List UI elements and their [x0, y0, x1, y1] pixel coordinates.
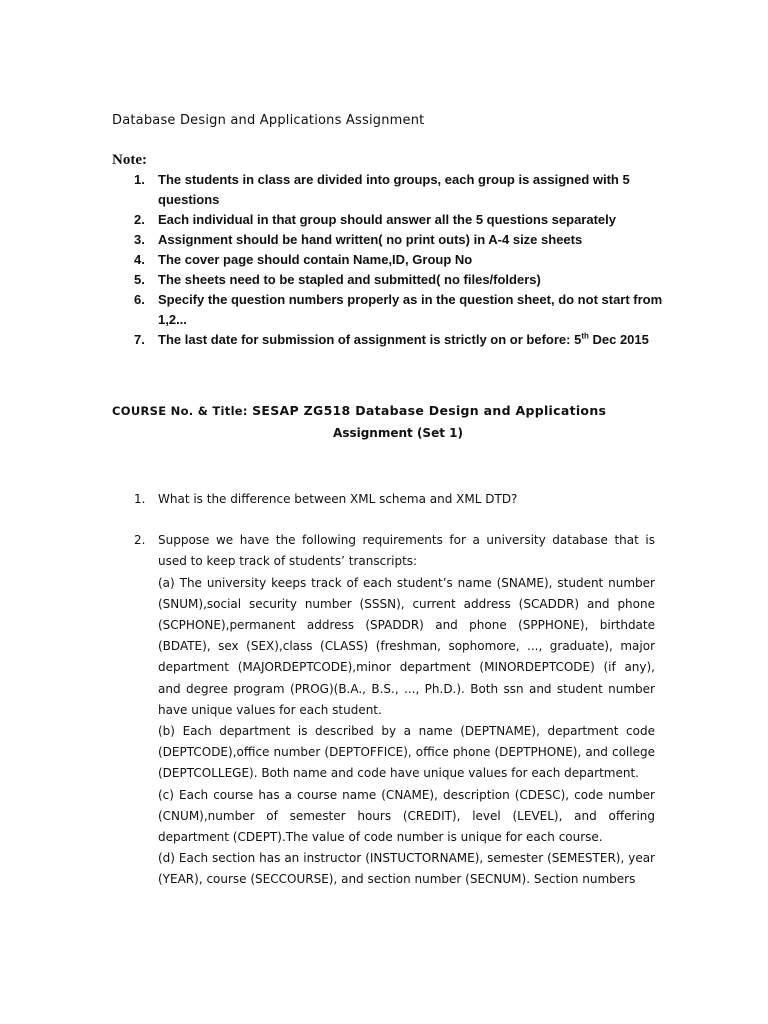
note-item	[112, 250, 672, 270]
note-item-text: Each individual in that group should answer all the 5 questions separately	[158, 212, 616, 227]
note-item-text: Specify the question numbers properly as in the question sheet, do not start from 1,2...	[158, 292, 663, 327]
note-item-text: The sheets need to be stapled and submitted( no files/folders)	[158, 272, 541, 287]
question-item	[112, 530, 655, 890]
question-text: What is the difference between XML schema and XML DTD?	[158, 492, 518, 506]
note-item	[112, 230, 672, 250]
note-item-text: The cover page should contain Name,ID, Group No	[158, 252, 473, 267]
question-item	[112, 489, 655, 510]
note-item-number: 3.	[134, 232, 145, 247]
document-title: Database Design and Applications Assignment	[112, 113, 425, 128]
question-part: (b) Each department is described by a name (DEPTNAME), department code (DEPTCODE),office number (DEPTOFFICE), office phone (DEPTPHONE), and college (DEPTCOLLEGE). Both name and code have unique values for each department.	[158, 724, 655, 781]
note-item-text: The students in class are divided into groups, each group is assigned with 5 questions	[158, 172, 630, 207]
note-list	[112, 170, 672, 350]
note-item-number: 6.	[134, 292, 145, 307]
note-item	[112, 330, 672, 350]
note-item-text	[158, 332, 649, 347]
question-part: (c) Each course has a course name (CNAME), description (CDESC), code number (CNUM),number of semester hours (CREDIT), level (LEVEL), and offering department (CDEPT).The value of code number is unique for each course.	[158, 787, 655, 845]
question-list	[112, 489, 655, 911]
course-name: SESAP ZG518 Database Design and Applications	[252, 403, 607, 418]
note-item-number: 5.	[134, 272, 145, 287]
note-item	[112, 170, 672, 210]
deadline-date: Dec 2015	[588, 332, 649, 347]
note-item-number: 2.	[134, 212, 145, 227]
deadline-text: The last date for submission of assignment is strictly on or before: 5	[158, 332, 582, 347]
note-item-number: 1.	[134, 172, 145, 187]
note-item-number: 4.	[134, 252, 145, 267]
note-item	[112, 290, 672, 330]
note-item	[112, 210, 672, 230]
note-item-number: 7.	[134, 332, 145, 347]
note-label: Note:	[112, 152, 147, 168]
question-part: (a) The university keeps track of each student’s name (SNAME), student number (SNUM),social security number (SSSN), current address (SCADDR) and phone (SCPHONE),permanent address (SPADDR) and phone (SPPHONE), birthdate (BDATE), sex (SEX),class (CLASS) (freshman, sophomore, ..., graduate), major department (MAJORDEPTCODE),minor department (MINORDEPTCODE) (if any), and degree program (PROG)(B.A., B.S., ..., Ph.D.). Both ssn and student number have unique values for each student.	[158, 575, 655, 717]
course-title	[112, 403, 606, 418]
note-item	[112, 270, 672, 290]
assignment-set-title: Assignment (Set 1)	[333, 426, 463, 440]
question-number: 1.	[134, 492, 146, 506]
question-number: 2.	[134, 533, 146, 548]
course-prefix: COURSE No. & Title:	[112, 404, 253, 418]
question-intro: Suppose we have the following requirements for a university database that is used to keep track of students’ transcripts:	[158, 533, 655, 569]
question-part: (d) Each section has an instructor (INSTUCTORNAME), semester (SEMESTER), year (YEAR), course (SECCOURSE), and section number (SECNUM). Section numbers	[158, 851, 655, 887]
note-item-text: Assignment should be hand written( no print outs) in A-4 size sheets	[158, 232, 583, 247]
ordinal-suffix: th	[581, 331, 589, 341]
